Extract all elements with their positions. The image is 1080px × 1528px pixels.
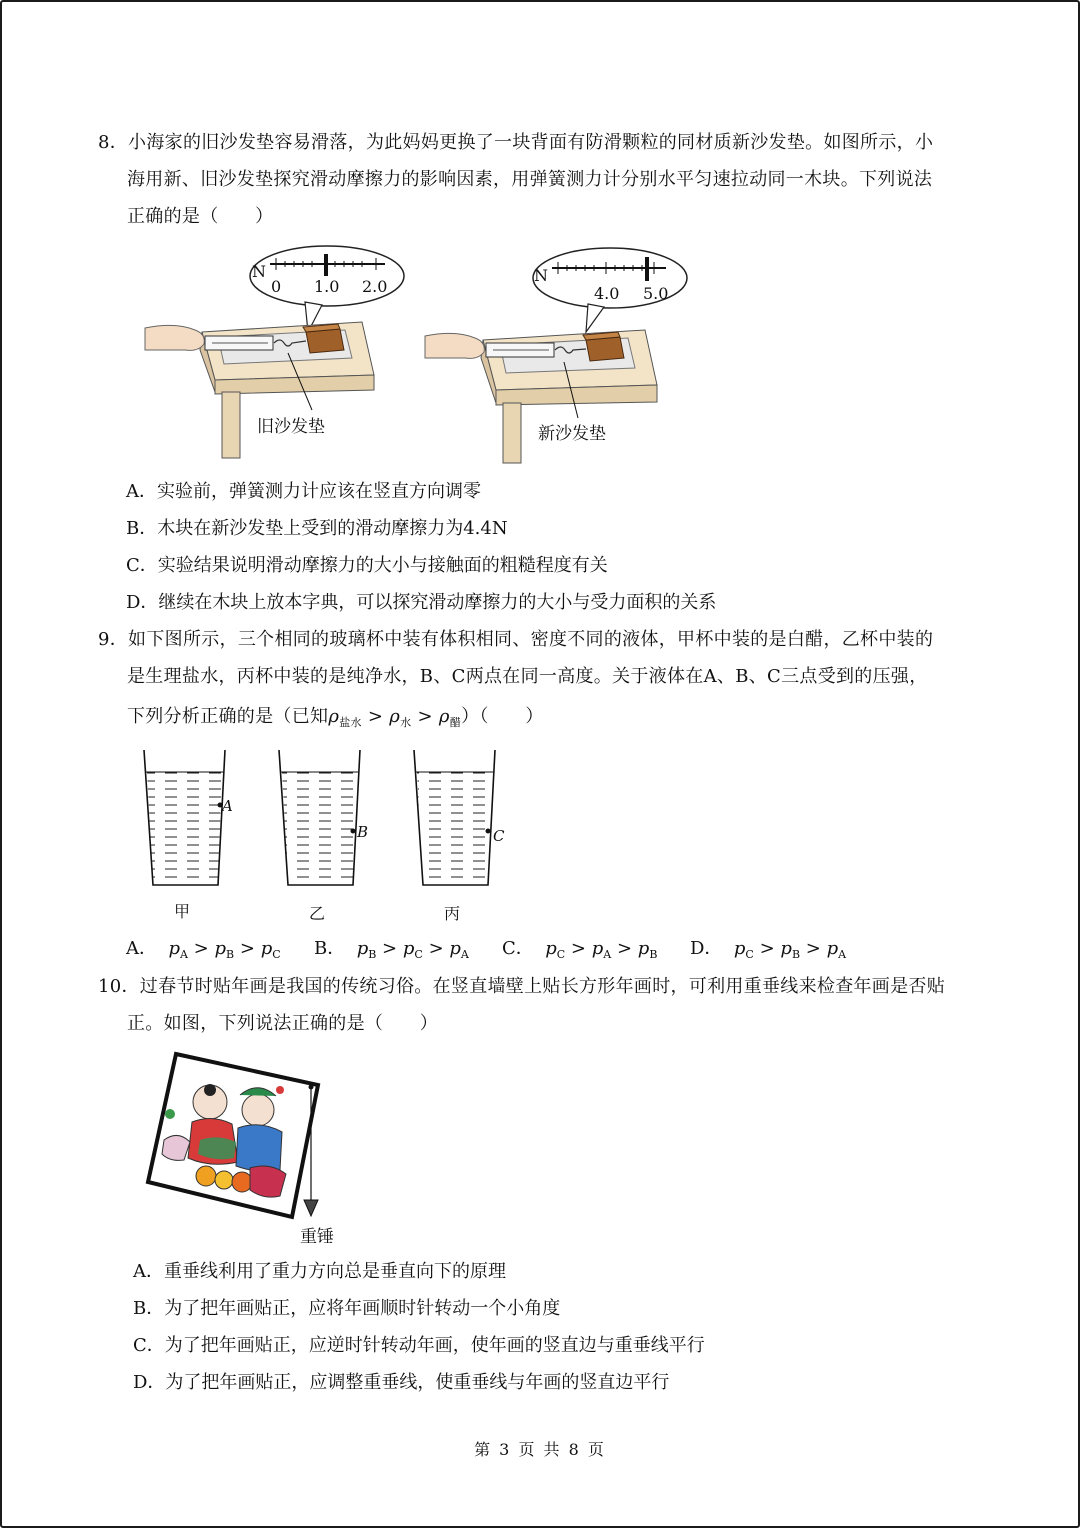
p-symbol: p bbox=[356, 938, 369, 959]
q8-line-1: 8．小海家的旧沙发垫容易滑落，为此妈妈更换了一块背面有防滑颗粒的同材质新沙发垫。如图所示，小 bbox=[98, 132, 934, 153]
q9-line3-prefix: 下列分析正确的是（已知 bbox=[127, 706, 329, 727]
p-subscript: A bbox=[460, 948, 469, 961]
q8-right-tick-0: 4.0 bbox=[594, 284, 620, 303]
gt-symbol: > bbox=[805, 938, 821, 959]
gt-symbol: > bbox=[367, 706, 384, 727]
q8-left-unit: N bbox=[252, 262, 266, 281]
q8-left-tick-0: 0 bbox=[271, 277, 282, 296]
plumb-bob bbox=[304, 1200, 318, 1216]
q8-line-2: 海用新、旧沙发垫探究滑动摩擦力的影响因素，用弹簧测力计分别水平匀速拉动同一木块。下列说法 bbox=[127, 169, 933, 190]
p-subscript: B bbox=[791, 948, 801, 961]
q10-option-a: A．重垂线利用了重力方向总是垂直向下的原理 bbox=[133, 1261, 506, 1282]
q9-line3-suffix: ）（ ） bbox=[461, 706, 544, 727]
q10-option-c: C．为了把年画贴正，应逆时针转动年画，使年画的竖直边与重垂线平行 bbox=[133, 1335, 705, 1356]
q8-option-b: B．木块在新沙发垫上受到的滑动摩擦力为4.4N bbox=[126, 518, 508, 539]
p-subscript: C bbox=[556, 948, 566, 961]
q9-option-b bbox=[314, 936, 469, 968]
plumb-bob-label: 重锤 bbox=[300, 1227, 334, 1247]
q9-line-1: 9．如下图所示，三个相同的玻璃杯中装有体积相同、密度不同的液体，甲杯中装的是白醋，乙杯中装的 bbox=[98, 629, 934, 650]
q8-right-unit: N bbox=[534, 266, 548, 285]
rho-symbol: ρ bbox=[328, 706, 340, 727]
gt-symbol: > bbox=[570, 938, 587, 959]
p-subscript: B bbox=[226, 948, 235, 961]
gt-symbol: > bbox=[382, 938, 398, 959]
q8-left-tick-2: 2.0 bbox=[362, 277, 388, 296]
q8-right-tick-1: 5.0 bbox=[643, 284, 669, 303]
q8-figure bbox=[140, 240, 700, 470]
cup-yi bbox=[279, 750, 360, 885]
p-symbol: p bbox=[545, 938, 557, 959]
q10-line-1: 10．过春节时贴年画是我国的传统习俗。在竖直墙壁上贴长方形年画时，可利用重垂线来检查年画是否贴 bbox=[98, 976, 945, 997]
p-symbol: p bbox=[402, 938, 415, 959]
cup-point-c: C bbox=[493, 827, 505, 845]
cup-point-a: A bbox=[222, 797, 233, 815]
q8-left-tick-1: 1.0 bbox=[314, 277, 340, 296]
q8-left-label: 旧沙发垫 bbox=[257, 417, 325, 437]
q10-figure bbox=[140, 1050, 340, 1250]
option-letter: C． bbox=[502, 938, 534, 959]
p-subscript: C bbox=[745, 948, 754, 961]
q9-line-2: 是生理盐水，丙杯中装的是纯净水，B、C两点在同一高度。关于液体在A、B、C三点受到的压强， bbox=[127, 666, 928, 687]
q9-option-a bbox=[126, 936, 281, 968]
q10-line-2: 正。如图，下列说法正确的是（ ） bbox=[127, 1013, 439, 1034]
p-symbol: p bbox=[449, 938, 461, 959]
q10-option-d: D．为了把年画贴正，应调整重垂线，使重垂线与年画的竖直边平行 bbox=[133, 1372, 670, 1393]
cup-bing bbox=[414, 750, 495, 885]
rho-symbol: ρ bbox=[389, 706, 401, 727]
rho-sub-salt: 盐水 bbox=[339, 716, 362, 729]
p-symbol: p bbox=[168, 938, 180, 959]
option-letter: B． bbox=[314, 938, 346, 959]
p-subscript: A bbox=[838, 948, 847, 961]
gt-symbol: > bbox=[417, 706, 433, 727]
cup-label-jia: 甲 bbox=[174, 902, 191, 921]
page-footer: 第 3 页 共 8 页 bbox=[474, 1440, 606, 1459]
p-symbol: p bbox=[260, 938, 273, 959]
q8-right-label: 新沙发垫 bbox=[538, 424, 606, 444]
p-subscript: A bbox=[179, 948, 188, 961]
q8-option-d: D．继续在木块上放本字典，可以探究滑动摩擦力的大小与受力面积的关系 bbox=[126, 592, 717, 613]
q8-line-3: 正确的是（ ） bbox=[127, 206, 274, 227]
q9-cups-figure bbox=[140, 745, 540, 925]
gt-symbol: > bbox=[759, 938, 775, 959]
p-symbol: p bbox=[637, 938, 650, 959]
q8-option-a: A．实验前，弹簧测力计应该在竖直方向调零 bbox=[126, 481, 481, 502]
p-symbol: p bbox=[780, 938, 792, 959]
gt-symbol: > bbox=[616, 938, 633, 959]
rho-symbol: ρ bbox=[438, 706, 450, 727]
cup-label-yi: 乙 bbox=[309, 904, 326, 923]
p-subscript: A bbox=[603, 948, 612, 961]
cup-point-b: B bbox=[357, 823, 369, 841]
rho-sub-water: 水 bbox=[400, 716, 412, 729]
p-subscript: B bbox=[368, 948, 377, 961]
p-subscript: C bbox=[414, 948, 423, 961]
q10-option-b: B．为了把年画贴正，应将年画顺时针转动一个小角度 bbox=[133, 1298, 561, 1319]
option-letter: D． bbox=[690, 938, 723, 959]
p-subscript: C bbox=[272, 948, 281, 961]
gt-symbol: > bbox=[193, 938, 209, 959]
cup-jia bbox=[144, 750, 225, 885]
p-symbol: p bbox=[591, 938, 604, 959]
gt-symbol: > bbox=[239, 938, 255, 959]
p-symbol: p bbox=[214, 938, 227, 959]
cup-label-bing: 丙 bbox=[444, 904, 461, 923]
p-subscript: B bbox=[649, 948, 658, 961]
q9-option-c bbox=[502, 936, 657, 968]
q8-option-c: C．实验结果说明滑动摩擦力的大小与接触面的粗糙程度有关 bbox=[126, 555, 608, 576]
p-symbol: p bbox=[733, 938, 746, 959]
p-symbol: p bbox=[826, 938, 839, 959]
q9-option-d bbox=[690, 936, 846, 968]
rho-sub-vinegar: 醋 bbox=[449, 716, 462, 729]
q9-line-3 bbox=[127, 704, 544, 736]
gt-symbol: > bbox=[428, 938, 444, 959]
option-letter: A． bbox=[126, 938, 157, 959]
new-year-painting bbox=[148, 1054, 318, 1217]
